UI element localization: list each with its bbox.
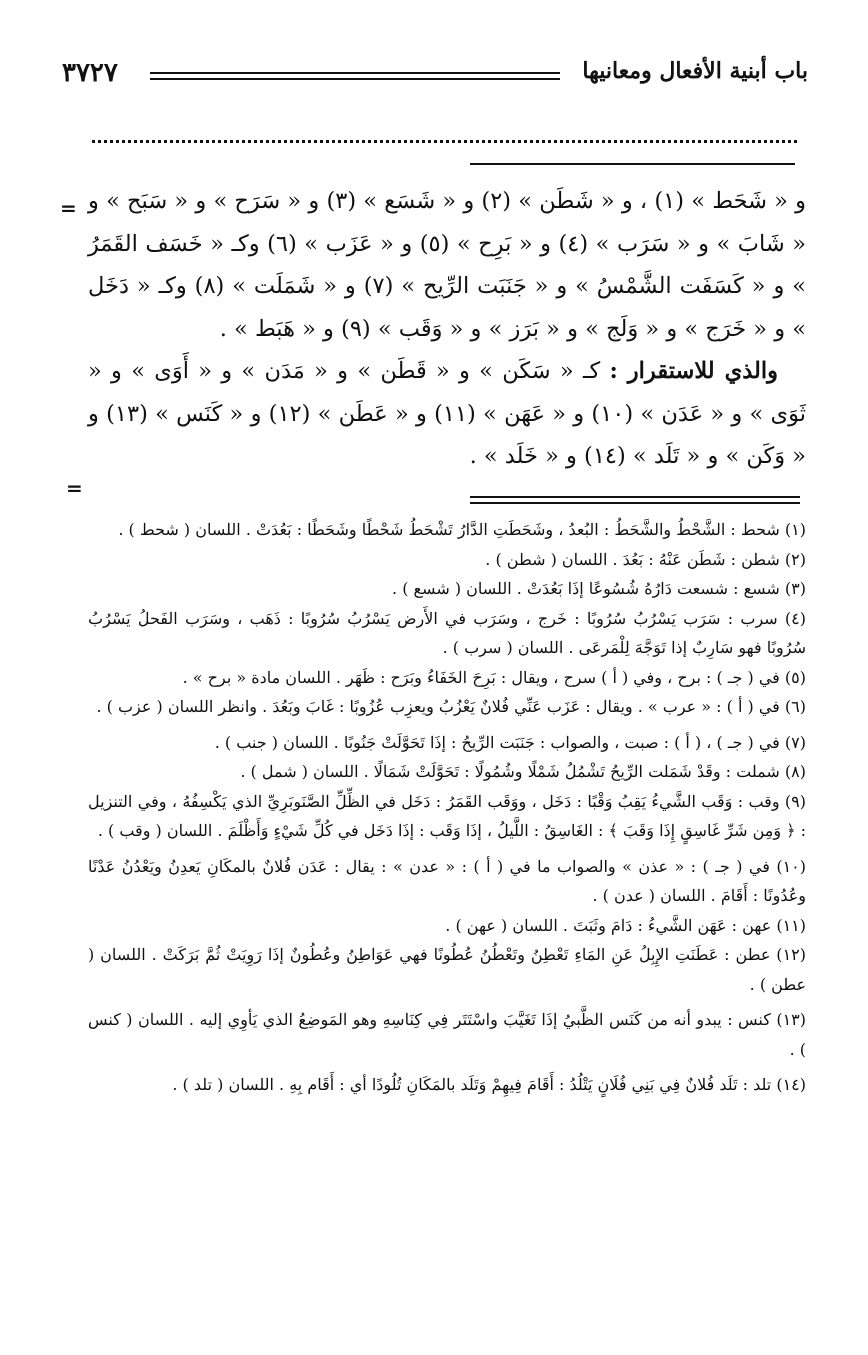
- header-rule-bottom: [150, 78, 560, 80]
- footnote: (١) شحط : الشَّحْطُ والشَّحَطُ : البُعدُ ، وشَحَطَتِ الدَّارُ تَشْحَطُ شَحْطًا وشَحَطًا : بَعُدَتْ . اللسان ( شحط ) .: [118, 520, 806, 539]
- footnote: (٢) شطن : شَطَن عَنْهُ : بَعُدَ . اللسان ( شطن ) .: [485, 549, 806, 569]
- main-paragraph-1: و « شَحَط » (١) ، و « شَطَن » (٢) و « شَسَع » (٣) و « سَرَح » و « سَبَح » و « شَابَ » و « سَرَب » (٤) و « بَرِح » (٥) و « عَزَب » (٦) وكـ « خَسَف القَمَرُ » و « كَسَفَت الشَّمْسُ » و « جَنَبَت الرِّيح » (٧) و « شَمَلَت » (٨) وكـ « دَخَل » و « خَرَج » و « وَلَج » و « بَرَز » و « وَقَب » (٩) و « هَبَط » .: [88, 188, 806, 342]
- footnote: (٧) في ( جـ ) ، ( أ ) : صبت ، والصواب : جَنَبَت الرِّيحُ : إذَا تَحَوَّلَتْ جَنُوبًا . اللسان ( جنب ) .: [214, 732, 806, 752]
- paragraph-lead: والذي للاستقرار :: [609, 358, 779, 384]
- footnote: (١٣) كنس : يبدو أنه من كَنَس الظَّبيُ إذَا تَغَيَّبَ واسْتَتَر فِي كِنَاسِهِ وهو المَوضِعُ الذي يَأوِي إليه . اللسان ( كنس ) .: [88, 1010, 807, 1059]
- footnote: (٨) شملت : وقَدْ شَمَلت الرِّيحُ تَشْمُلُ شَمْلًا وشُمُولًا : تَحَوَّلَتْ شَمَالًا . اللسان ( شمل ) .: [240, 762, 806, 781]
- footnote: (٥) في ( جـ ) : برح ، وفي ( أ ) سرح ، ويقال : بَرِحَ الخَفَاءُ وبَرَح : ظَهَر . اللسان مادة « برح » .: [182, 667, 806, 687]
- main-text: [88, 180, 806, 478]
- dotted-separator: [92, 140, 797, 143]
- footnote: (١٤) تلد : تَلَد فُلانٌ فِي بَنِي فُلَانٍ يَتْلُدُ : أَقَامَ فِيهِمْ وَتَلَد بالمَكَانِ تُلُودًا أي : أَقَام بِهِ . اللسان ( تلد ) .: [172, 1075, 806, 1094]
- main-paragraph-2: [88, 350, 806, 478]
- footnote: (٤) سرب : سَرَب يَسْرُبُ سُرُوبًا : خَرج ، وسَرَب في الأَرض يَسْرُبُ سُرُوبًا : ذَهَب ، وسَرَب الفَحلُ يَسْرُبُ سُرُوبًا فهو سَارِبٌ إذا تَوَجَّهَ لِلْمَرعَى . اللسان ( سرب ) .: [88, 608, 806, 657]
- footnote: (٣) شسع : شسعت دَارُهُ شُسُوعًا إذَا بَعُدَتْ . اللسان ( شسع ) .: [392, 579, 806, 598]
- end-mark: =: [66, 476, 83, 500]
- footnote: (١٠) في ( جـ ) : « عذن » والصواب ما في ( أ ) : « عدن » : يقال : عَدَن فُلانٌ بالمكَانِ يَعدِنُ ويَعْدُنُ عَدْنًا وعُدُونًا : أَقَامَ . اللسان ( عدن ) .: [88, 856, 806, 905]
- running-title: باب أبنية الأفعال ومعانيها: [582, 58, 808, 84]
- header-rule-top: [150, 72, 560, 74]
- footnotes: [88, 515, 806, 1100]
- footnote-rule-top: [470, 496, 800, 498]
- continuation-mark: =: [60, 196, 77, 220]
- footnote: (٦) في ( أ ) : « عرب » . ويقال : عَزَب عَنِّي فُلانٌ يَعْزُبُ ويعزِب عُزُوبًا : غَابَ وبَعُدَ . وانظر اللسان ( عزب ) .: [96, 697, 806, 716]
- footnote-rule-bottom: [470, 502, 800, 504]
- footnote: (٩) وقب : وَقَب الشَّيءُ يَقِبُ وَقْبًا : دَخَل ، ووَقَب القَمَرُ : دَخَل في الظِّلِّ الصَّنَوبَرِيِّ الذي يَكْسِفُهُ ، وفي التنزيل : ﴿ وَمِن شَرِّ غَاسِقٍ إِذَا وَقَبَ ﴾ : الغَاسِقُ : اللَّيلُ ، إذَا وَقَب : إذَا دَخَل في كُلِّ شَيْءٍ وَأَظْلَمَ . اللسان ( وقب ) .: [88, 791, 807, 840]
- footnote: (١١) عهن : عَهَن الشَّيءُ : دَامَ وثَبَتَ . اللسان ( عهن ) .: [445, 915, 806, 935]
- page-number: ٣٧٢٧: [62, 58, 118, 88]
- footnote: (١٢) عطن : عَطَنَتِ الإِبِلُ عَنِ المَاءِ تَعْطِنُ وتَعْطُنُ عُطُونًا فهي عَوَاطِنُ وعُطُونٌ إذَا رَوِيَتْ ثُمَّ بَرَكَتْ . اللسان ( عطن ) .: [88, 945, 806, 994]
- short-rule: [470, 163, 795, 165]
- paragraph-body: كـ « سَكَن » و « قَطَن » و « مَدَن » و « أَوَى » و « ثَوَى » و « عَدَن » (١٠) و « عَهَن » (١١) و « عَطَن » (١٢) و « كَنَس » (١٣) و « وَكَن » و « تَلَد » (١٤) و « خَلَد » .: [88, 358, 807, 469]
